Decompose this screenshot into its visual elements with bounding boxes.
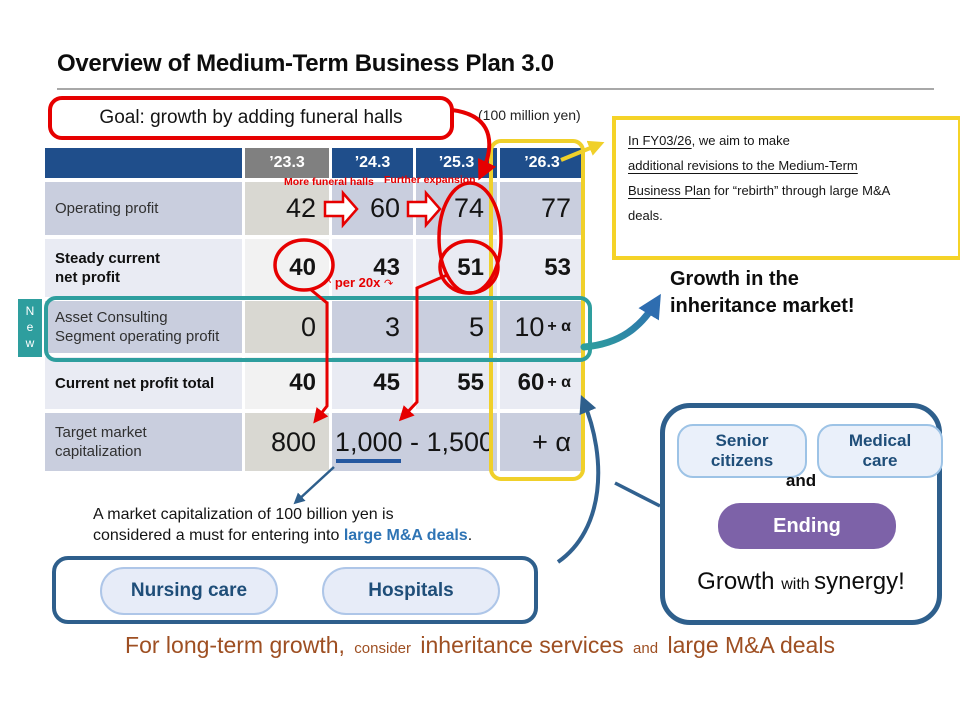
headline-line: inheritance market! xyxy=(670,295,855,317)
swirl-right-icon: ↷ xyxy=(384,278,394,290)
table-cell: 60 xyxy=(332,182,413,235)
row-label-market-cap xyxy=(45,413,242,471)
ending-badge: Ending xyxy=(718,503,896,549)
synergy-word: synergy! xyxy=(814,568,905,595)
goal-callout xyxy=(48,96,454,140)
market-cap-note xyxy=(93,504,472,546)
page-title: Overview of Medium-Term Business Plan 3.0 xyxy=(57,50,554,77)
pill-line-text: Senior xyxy=(715,431,769,450)
note-line: . xyxy=(467,527,473,544)
table-cell: 53 xyxy=(500,239,584,297)
pill-line-text: care xyxy=(862,451,898,470)
row-label-line: Asset Consulting xyxy=(55,309,168,326)
per-20x-label xyxy=(322,275,393,290)
table-cell: 55 xyxy=(416,357,497,409)
row-label-line: net profit xyxy=(55,269,120,286)
more-funeral-halls-label: More funeral halls xyxy=(284,176,374,188)
senior-citizens-pill xyxy=(677,424,807,478)
row-label-line: Segment operating profit xyxy=(55,328,220,345)
row-label-line: Target market xyxy=(55,424,147,441)
synergy-box-tail xyxy=(615,483,660,506)
cell-value: 60 xyxy=(517,369,545,396)
table-cell-range: 1,000 - 1,500 xyxy=(332,413,497,471)
bottom-caption xyxy=(0,632,960,659)
info-p2-underlined: additional revisions to the Medium-Term xyxy=(628,158,858,173)
row-label-line: Operating profit xyxy=(55,200,159,217)
pill-line xyxy=(711,431,773,471)
synergy-box xyxy=(660,403,942,625)
header-26-3: ’26.3 xyxy=(500,148,584,178)
swirl-left-icon: ↶ xyxy=(322,278,332,290)
info-p3-rest: for “rebirth” through large M&A xyxy=(710,183,891,198)
row-label-steady-net-profit xyxy=(45,239,242,297)
info-p1-rest: , we aim to make xyxy=(691,133,790,148)
ma-targets-box xyxy=(52,556,538,624)
caption-segment: and xyxy=(633,640,659,657)
further-expansion-label: Further expansion xyxy=(384,174,476,186)
row-label-line: capitalization xyxy=(55,443,142,460)
cell-suffix: + α xyxy=(547,318,571,335)
note-line: A market capitalization of 100 billion yen is xyxy=(93,506,394,523)
header-label-cell xyxy=(45,148,242,178)
info-p4: deals. xyxy=(628,208,663,223)
cell-suffix: + α xyxy=(547,374,571,391)
fy26-info-box xyxy=(612,116,960,260)
synergy-word: with xyxy=(781,576,815,593)
row-label-asset-consulting xyxy=(45,301,242,353)
header-24-3: ’24.3 xyxy=(332,148,413,178)
table-cell: 51 xyxy=(416,239,497,297)
table-cell: 40 xyxy=(245,239,329,297)
info-p3-underlined: Business Plan xyxy=(628,183,711,198)
pill-line-text: Medical xyxy=(848,431,912,450)
table-cell: 5 xyxy=(416,301,497,353)
caption-segment: For long-term growth, xyxy=(125,632,352,658)
business-plan-table xyxy=(45,148,584,471)
info-p1-underlined: In FY03/26 xyxy=(628,133,692,148)
caption-segment: consider xyxy=(354,640,411,657)
cell-value: 10 xyxy=(514,311,545,342)
inheritance-swoosh-arrow xyxy=(584,302,656,347)
row-label-line: Steady current xyxy=(55,250,161,267)
inheritance-market-headline xyxy=(670,266,855,320)
hospitals-pill: Hospitals xyxy=(322,567,500,615)
row-label-line: Current net profit total xyxy=(55,374,215,392)
synergy-word: Growth xyxy=(697,568,782,595)
table-cell: 40 xyxy=(245,357,329,409)
new-badge: New xyxy=(18,299,42,357)
medical-care-pill xyxy=(817,424,943,478)
table-cell: 800 xyxy=(245,413,329,471)
growth-with-synergy xyxy=(665,568,937,596)
table-cell: 0 xyxy=(245,301,329,353)
caption-segment: large M&A deals xyxy=(661,632,835,658)
goal-callout-text: Goal: growth by adding funeral halls xyxy=(99,107,403,128)
pill-line-text: citizens xyxy=(710,451,774,470)
table-cell: 45 xyxy=(332,357,413,409)
per-20x-text: per 20x xyxy=(334,275,381,290)
row-label-net-profit-total xyxy=(45,357,242,409)
title-underline xyxy=(57,88,934,90)
table-cell: 3 xyxy=(332,301,413,353)
note-line: considered a must for entering into xyxy=(93,527,344,544)
caption-segment: inheritance services xyxy=(414,632,631,658)
table-cell: + α xyxy=(500,413,584,471)
nursing-care-pill: Nursing care xyxy=(100,567,278,615)
row-label-operating-profit xyxy=(45,182,242,235)
pill-line xyxy=(849,431,911,471)
headline-line: Growth in the xyxy=(670,268,799,290)
and-label: and xyxy=(785,471,817,490)
note-highlight: large M&A deals xyxy=(343,527,468,544)
table-cell: 42 xyxy=(245,182,329,235)
header-25-3: ’25.3 xyxy=(416,148,497,178)
table-cell: 74 xyxy=(416,182,497,235)
table-cell: 77 xyxy=(500,182,584,235)
table-cell xyxy=(500,301,584,353)
table-cell xyxy=(500,357,584,409)
header-23-3: ’23.3 xyxy=(245,148,329,178)
table-cell: 43 xyxy=(332,239,413,297)
note-pointer-arrow xyxy=(296,467,334,502)
unit-note: (100 million yen) xyxy=(478,107,581,123)
